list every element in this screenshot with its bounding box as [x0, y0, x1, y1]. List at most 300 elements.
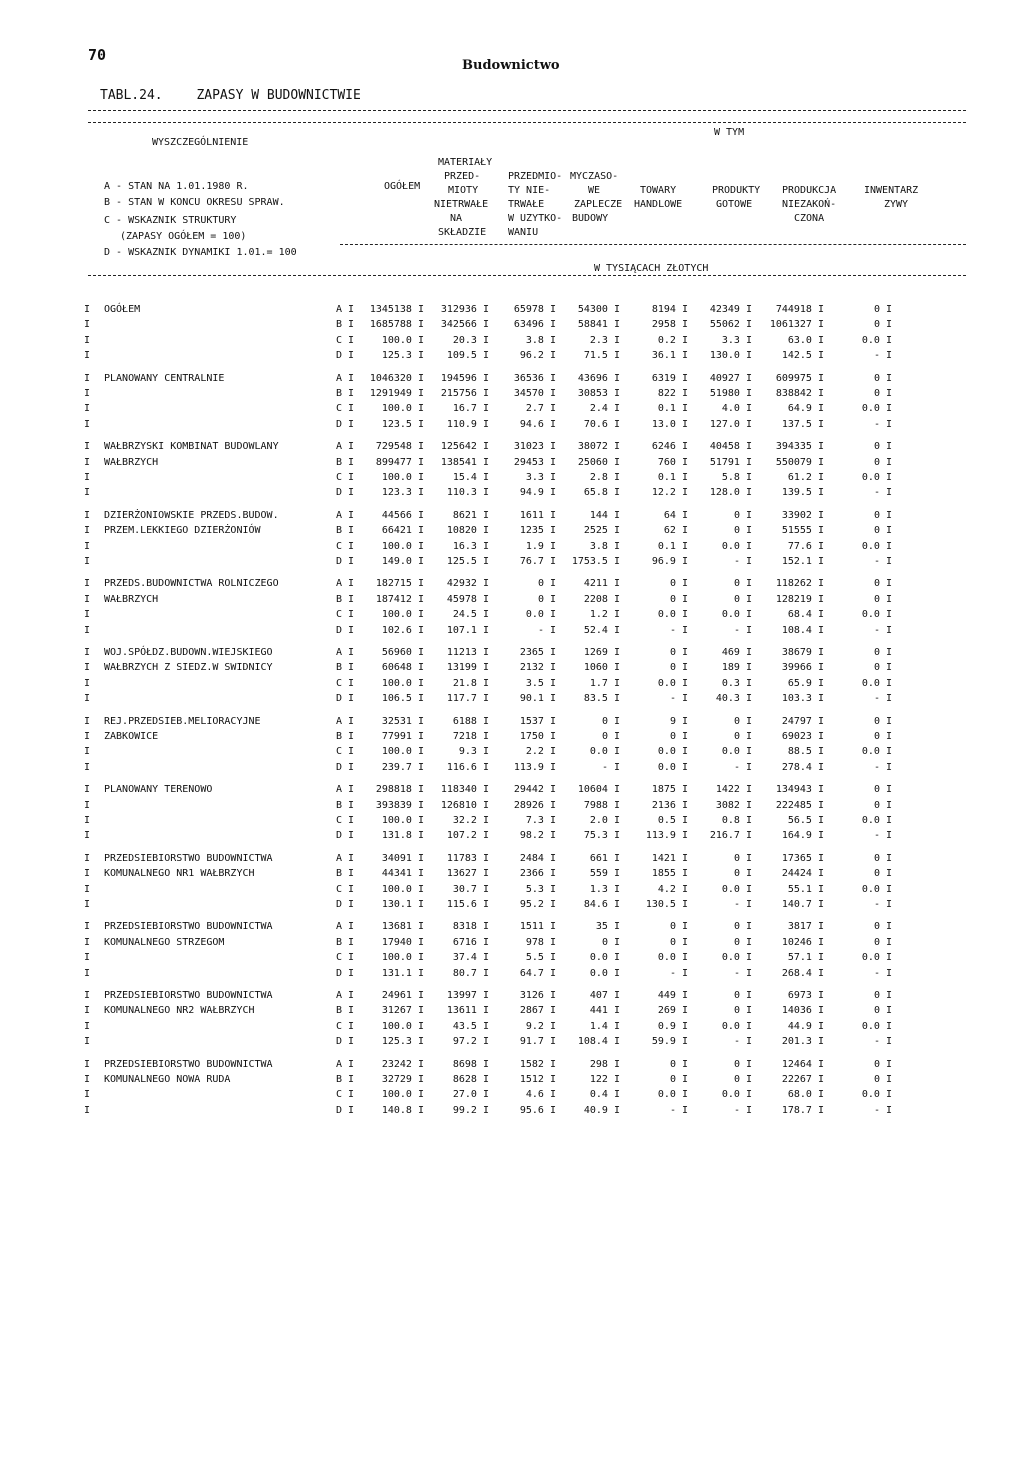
col-header-goods: TOWARY: [640, 185, 677, 196]
col-header-wip-2: NIEZAKOŃ-: [782, 199, 837, 210]
row-border: I: [84, 1073, 91, 1085]
cell-value: 0.9 I: [657, 1020, 688, 1032]
row-border: I: [84, 372, 91, 384]
table-row: [84, 897, 974, 912]
cell-value: 5.5 I: [525, 952, 556, 964]
cell-value: 8621 I: [452, 509, 489, 521]
row-border: I: [84, 441, 91, 453]
cell-value: - I: [873, 967, 892, 979]
row-code: A I: [336, 372, 355, 384]
row-code: C I: [336, 609, 355, 621]
cell-value: 13611 I: [446, 1005, 489, 1017]
table-row: [84, 1103, 974, 1118]
cell-value: 100.0 I: [381, 677, 424, 689]
table-row: [84, 1019, 974, 1034]
cell-value: 77.6 I: [787, 540, 824, 552]
cell-value: 1421 I: [651, 852, 688, 864]
cell-value: 1.2 I: [589, 609, 620, 621]
cell-value: 0 I: [733, 1005, 752, 1017]
cell-value: 0.0 I: [657, 952, 688, 964]
cell-value: 187412 I: [375, 593, 424, 605]
row-code: A I: [336, 921, 355, 933]
cell-value: 0.2 I: [657, 334, 688, 346]
cell-value: - I: [669, 624, 688, 636]
cell-value: 1061327 I: [769, 319, 824, 331]
table-group: [84, 714, 974, 783]
cell-value: 75.3 I: [583, 830, 620, 842]
cell-value: 131.1 I: [381, 967, 424, 979]
row-border: I: [84, 1005, 91, 1017]
table-row: [84, 760, 974, 775]
cell-value: 0.0 I: [861, 540, 892, 552]
cell-value: 2.4 I: [589, 403, 620, 415]
cell-value: - I: [601, 761, 620, 773]
cell-value: 0.0 I: [721, 952, 752, 964]
cell-value: 71.5 I: [583, 350, 620, 362]
cell-value: 4.6 I: [525, 1089, 556, 1101]
cell-value: 126810 I: [440, 799, 489, 811]
cell-value: 0 I: [733, 921, 752, 933]
table-row: [84, 523, 974, 538]
cell-value: 94.6 I: [519, 418, 556, 430]
cell-value: - I: [669, 693, 688, 705]
cell-value: 1511 I: [519, 921, 556, 933]
table-row: [84, 798, 974, 813]
cell-value: 0 I: [873, 730, 892, 742]
cell-value: 661 I: [589, 852, 620, 864]
row-border: I: [84, 898, 91, 910]
table-group: [84, 439, 974, 508]
entity-name: WAŁBRZYCH Z SIEDZ.W SWIDNICY: [104, 662, 273, 674]
cell-value: 65.8 I: [583, 487, 620, 499]
row-code: A I: [336, 578, 355, 590]
row-code: B I: [336, 1073, 355, 1085]
cell-value: 125.3 I: [381, 350, 424, 362]
cell-value: 0.0 I: [525, 609, 556, 621]
table-group: [84, 919, 974, 988]
cell-value: 63496 I: [513, 319, 556, 331]
cell-value: 100.0 I: [381, 403, 424, 415]
cell-value: 62 I: [663, 525, 688, 537]
cell-value: 24961 I: [381, 989, 424, 1001]
cell-value: 559 I: [589, 868, 620, 880]
cell-value: 88.5 I: [787, 746, 824, 758]
row-code: A I: [336, 509, 355, 521]
cell-value: - I: [669, 1104, 688, 1116]
cell-value: 4.2 I: [657, 883, 688, 895]
cell-value: 899477 I: [375, 456, 424, 468]
cell-value: 40458 I: [709, 441, 752, 453]
row-border: I: [84, 471, 91, 483]
col-header-goods-3: BUDOWY: [572, 213, 609, 224]
cell-value: 469 I: [721, 646, 752, 658]
table-row: [84, 386, 974, 401]
row-border: I: [84, 624, 91, 636]
row-border: I: [84, 487, 91, 499]
cell-value: 100.0 I: [381, 746, 424, 758]
cell-value: 32.2 I: [452, 814, 489, 826]
cell-value: 24.5 I: [452, 609, 489, 621]
cell-value: 1875 I: [651, 784, 688, 796]
cell-value: 550079 I: [775, 456, 824, 468]
cell-value: 13681 I: [381, 921, 424, 933]
cell-value: 57.1 I: [787, 952, 824, 964]
cell-value: 107.1 I: [446, 624, 489, 636]
table-row: [84, 333, 974, 348]
table-row: [84, 439, 974, 454]
cell-value: 4.0 I: [721, 403, 752, 415]
table-row: [84, 729, 974, 744]
table-row: [84, 417, 974, 432]
table-row: [84, 950, 974, 965]
cell-value: 0 I: [669, 730, 688, 742]
entity-name: PRZEDS.BUDOWNICTWA ROLNICZEGO: [104, 578, 279, 590]
cell-value: 10604 I: [577, 784, 620, 796]
col-header-materials-4: NIETRWAŁE: [434, 199, 489, 210]
table-group: [84, 302, 974, 371]
entity-name: WAŁBRZYCH: [104, 593, 159, 605]
cell-value: 6716 I: [452, 936, 489, 948]
cell-value: 0 I: [733, 593, 752, 605]
cell-value: 0 I: [733, 989, 752, 1001]
cell-value: 123.5 I: [381, 418, 424, 430]
row-border: I: [84, 350, 91, 362]
cell-value: 0 I: [873, 799, 892, 811]
cell-value: 100.0 I: [381, 883, 424, 895]
col-header-livestock-2: ZYWY: [884, 199, 909, 210]
row-border: I: [84, 1036, 91, 1048]
cell-value: 449 I: [657, 989, 688, 1001]
cell-value: 29442 I: [513, 784, 556, 796]
cell-value: 0.0 I: [861, 471, 892, 483]
cell-value: 0.4 I: [589, 1089, 620, 1101]
cell-value: - I: [733, 761, 752, 773]
table-row: [84, 592, 974, 607]
table-row: [84, 576, 974, 591]
cell-value: 312936 I: [440, 304, 489, 315]
col-header-goods-2: HANDLOWE: [634, 199, 683, 210]
cell-value: 80.7 I: [452, 967, 489, 979]
cell-value: 2525 I: [583, 525, 620, 537]
cell-value: 128219 I: [775, 593, 824, 605]
row-code: C I: [336, 952, 355, 964]
cell-value: 60648 I: [381, 662, 424, 674]
cell-value: 0 I: [873, 989, 892, 1001]
cell-value: 32531 I: [381, 715, 424, 727]
table-group: [84, 371, 974, 440]
cell-value: 0.0 I: [721, 1020, 752, 1032]
cell-value: 0 I: [733, 1058, 752, 1070]
table-number: TABL.24.: [100, 88, 163, 103]
row-code: B I: [336, 525, 355, 537]
cell-value: 40927 I: [709, 372, 752, 384]
cell-value: 29453 I: [513, 456, 556, 468]
cell-value: 342566 I: [440, 319, 489, 331]
row-border: I: [84, 418, 91, 430]
cell-value: 152.1 I: [781, 555, 824, 567]
table-group: [84, 782, 974, 851]
cell-value: 63.0 I: [787, 334, 824, 346]
table-group: [84, 508, 974, 577]
cell-value: 94.9 I: [519, 487, 556, 499]
cell-value: 122 I: [589, 1073, 620, 1085]
cell-value: 0 I: [873, 593, 892, 605]
cell-value: 1750 I: [519, 730, 556, 742]
row-border: I: [84, 646, 91, 658]
cell-value: 66421 I: [381, 525, 424, 537]
cell-value: 58841 I: [577, 319, 620, 331]
row-border: I: [84, 1089, 91, 1101]
row-border: I: [84, 304, 91, 315]
cell-value: 13627 I: [446, 868, 489, 880]
col-header-livestock: INWENTARZ: [864, 185, 919, 196]
cell-value: - I: [873, 418, 892, 430]
cell-value: 0 I: [873, 784, 892, 796]
cell-value: 27.0 I: [452, 1089, 489, 1101]
cell-value: 130.5 I: [645, 898, 688, 910]
cell-value: 24797 I: [781, 715, 824, 727]
table-row: [84, 302, 974, 317]
cell-value: 44566 I: [381, 509, 424, 521]
cell-value: 103.3 I: [781, 693, 824, 705]
cell-value: 0.0 I: [721, 540, 752, 552]
row-border: I: [84, 403, 91, 415]
entity-name: WAŁBRZYSKI KOMBINAT BUDOWLANY: [104, 441, 279, 453]
cell-value: - I: [873, 898, 892, 910]
cell-value: 35 I: [595, 921, 620, 933]
entity-name: DZIERŻONIOWSKIE PRZEDS.BUDOW.: [104, 509, 279, 521]
cell-value: 38072 I: [577, 441, 620, 453]
row-border: I: [84, 1058, 91, 1070]
row-border: I: [84, 799, 91, 811]
table-group: [84, 645, 974, 714]
cell-value: 140.7 I: [781, 898, 824, 910]
table-row: [84, 554, 974, 569]
row-code: B I: [336, 730, 355, 742]
row-code: D I: [336, 350, 355, 362]
cell-value: 13.0 I: [651, 418, 688, 430]
cell-value: 113.9 I: [513, 761, 556, 773]
header-rule-mid: [340, 244, 966, 245]
cell-value: 2.2 I: [525, 746, 556, 758]
cell-value: 298 I: [589, 1058, 620, 1070]
cell-value: 28926 I: [513, 799, 556, 811]
cell-value: - I: [873, 1104, 892, 1116]
cell-value: 11783 I: [446, 852, 489, 864]
col-header-temporary-5: WANIU: [508, 227, 539, 238]
row-code: D I: [336, 1036, 355, 1048]
cell-value: 0 I: [669, 1058, 688, 1070]
cell-value: 17365 I: [781, 852, 824, 864]
cell-value: 0 I: [873, 525, 892, 537]
cell-value: 3126 I: [519, 989, 556, 1001]
cell-value: 12464 I: [781, 1058, 824, 1070]
cell-value: 6188 I: [452, 715, 489, 727]
cell-value: 0.0 I: [861, 883, 892, 895]
cell-value: 1537 I: [519, 715, 556, 727]
row-code: C I: [336, 540, 355, 552]
cell-value: 0 I: [669, 1073, 688, 1085]
cell-value: 0.0 I: [721, 1089, 752, 1101]
row-border: I: [84, 334, 91, 346]
cell-value: 16.7 I: [452, 403, 489, 415]
cell-value: 16.3 I: [452, 540, 489, 552]
col-header-wip: PRODUKCJA: [782, 185, 837, 196]
row-code: D I: [336, 555, 355, 567]
cell-value: 216.7 I: [709, 830, 752, 842]
table-row: [84, 676, 974, 691]
row-border: I: [84, 852, 91, 864]
cell-value: 201.3 I: [781, 1036, 824, 1048]
table-row: [84, 988, 974, 1003]
cell-value: 2.7 I: [525, 403, 556, 415]
cell-value: 2208 I: [583, 593, 620, 605]
entity-name: PRZEDSIEBIORSTWO BUDOWNICTWA: [104, 852, 273, 864]
cell-value: 2136 I: [651, 799, 688, 811]
cell-value: 8194 I: [651, 304, 688, 315]
row-code: B I: [336, 387, 355, 399]
cell-value: 84.6 I: [583, 898, 620, 910]
row-code: A I: [336, 989, 355, 1001]
stub-legend-a: A - STAN NA 1.01.1980 R.: [104, 181, 249, 192]
cell-value: 83.5 I: [583, 693, 620, 705]
cell-value: 1060 I: [583, 662, 620, 674]
row-code: B I: [336, 456, 355, 468]
cell-value: 107.2 I: [446, 830, 489, 842]
table-title: [100, 88, 387, 103]
cell-value: 20.3 I: [452, 334, 489, 346]
cell-value: 45978 I: [446, 593, 489, 605]
entity-name: OGÓŁEM: [104, 304, 141, 315]
cell-value: 95.2 I: [519, 898, 556, 910]
cell-value: 91.7 I: [519, 1036, 556, 1048]
cell-value: 134943 I: [775, 784, 824, 796]
row-code: C I: [336, 677, 355, 689]
entity-name: PLANOWANY CENTRALNIE: [104, 372, 225, 384]
cell-value: 100.0 I: [381, 609, 424, 621]
cell-value: 118340 I: [440, 784, 489, 796]
stub-legend-d: D - WSKAZNIK DYNAMIKI 1.01.= 100: [104, 247, 297, 258]
cell-value: 0 I: [733, 578, 752, 590]
cell-value: 0.0 I: [657, 746, 688, 758]
entity-name: PLANOWANY TERENOWO: [104, 784, 213, 796]
table-group: [84, 1057, 974, 1126]
cell-value: 96.9 I: [651, 555, 688, 567]
cell-value: 51555 I: [781, 525, 824, 537]
cell-value: 0 I: [733, 936, 752, 948]
cell-value: 5.8 I: [721, 471, 752, 483]
cell-value: 0 I: [601, 730, 620, 742]
cell-value: 77991 I: [381, 730, 424, 742]
table-row: [84, 1003, 974, 1018]
col-header-temporary: MYCZASO-: [570, 171, 619, 182]
cell-value: 14036 I: [781, 1005, 824, 1017]
cell-value: 108.4 I: [577, 1036, 620, 1048]
table-row: [84, 1057, 974, 1072]
cell-value: 215756 I: [440, 387, 489, 399]
cell-value: 37.4 I: [452, 952, 489, 964]
cell-value: 100.0 I: [381, 471, 424, 483]
cell-value: 36.1 I: [651, 350, 688, 362]
cell-value: 838842 I: [775, 387, 824, 399]
cell-value: - I: [873, 693, 892, 705]
cell-value: 7218 I: [452, 730, 489, 742]
cell-value: 7.3 I: [525, 814, 556, 826]
cell-value: 56.5 I: [787, 814, 824, 826]
cell-value: 0.0 I: [721, 746, 752, 758]
entity-name: KOMUNALNEGO NR2 WAŁBRZYCH: [104, 1005, 255, 1017]
cell-value: 0.1 I: [657, 403, 688, 415]
cell-value: 113.9 I: [645, 830, 688, 842]
cell-value: 68.4 I: [787, 609, 824, 621]
cell-value: 0.0 I: [657, 677, 688, 689]
row-code: B I: [336, 662, 355, 674]
table-row: [84, 1034, 974, 1049]
cell-value: 0 I: [873, 372, 892, 384]
cell-value: - I: [733, 555, 752, 567]
cell-value: 0.0 I: [657, 609, 688, 621]
row-border: I: [84, 662, 91, 674]
cell-value: 0 I: [733, 525, 752, 537]
cell-value: - I: [873, 830, 892, 842]
cell-value: 822 I: [657, 387, 688, 399]
cell-value: 38679 I: [781, 646, 824, 658]
cell-value: 0.0 I: [589, 952, 620, 964]
cell-value: 127.0 I: [709, 418, 752, 430]
cell-value: 144 I: [589, 509, 620, 521]
cell-value: 1512 I: [519, 1073, 556, 1085]
table-row: [84, 371, 974, 386]
entity-name: KOMUNALNEGO STRZEGOM: [104, 936, 225, 948]
cell-value: 2132 I: [519, 662, 556, 674]
cell-value: 3082 I: [715, 799, 752, 811]
cell-value: 729548 I: [375, 441, 424, 453]
divider: [88, 110, 966, 111]
entity-name: PRZEDSIEBIORSTWO BUDOWNICTWA: [104, 921, 273, 933]
cell-value: 0.0 I: [657, 761, 688, 773]
row-border: I: [84, 989, 91, 1001]
cell-value: 65978 I: [513, 304, 556, 315]
cell-value: 0 I: [733, 509, 752, 521]
cell-value: 42349 I: [709, 304, 752, 315]
row-code: A I: [336, 441, 355, 453]
cell-value: - I: [733, 624, 752, 636]
cell-value: 0 I: [873, 868, 892, 880]
cell-value: 0 I: [537, 593, 556, 605]
row-code: A I: [336, 304, 355, 315]
cell-value: 1291949 I: [369, 387, 424, 399]
cell-value: 102.6 I: [381, 624, 424, 636]
cell-value: 2484 I: [519, 852, 556, 864]
cell-value: 56960 I: [381, 646, 424, 658]
cell-value: 117.7 I: [446, 693, 489, 705]
table-row: [84, 317, 974, 332]
cell-value: 0 I: [601, 715, 620, 727]
table-row: [84, 935, 974, 950]
cell-value: 42932 I: [446, 578, 489, 590]
cell-value: 0 I: [733, 715, 752, 727]
table-row: [84, 623, 974, 638]
row-code: D I: [336, 693, 355, 705]
row-code: B I: [336, 593, 355, 605]
table-row: [84, 714, 974, 729]
cell-value: 100.0 I: [381, 540, 424, 552]
row-code: C I: [336, 814, 355, 826]
cell-value: 0 I: [873, 304, 892, 315]
cell-value: 25060 I: [577, 456, 620, 468]
row-code: C I: [336, 1020, 355, 1032]
cell-value: 0 I: [873, 921, 892, 933]
